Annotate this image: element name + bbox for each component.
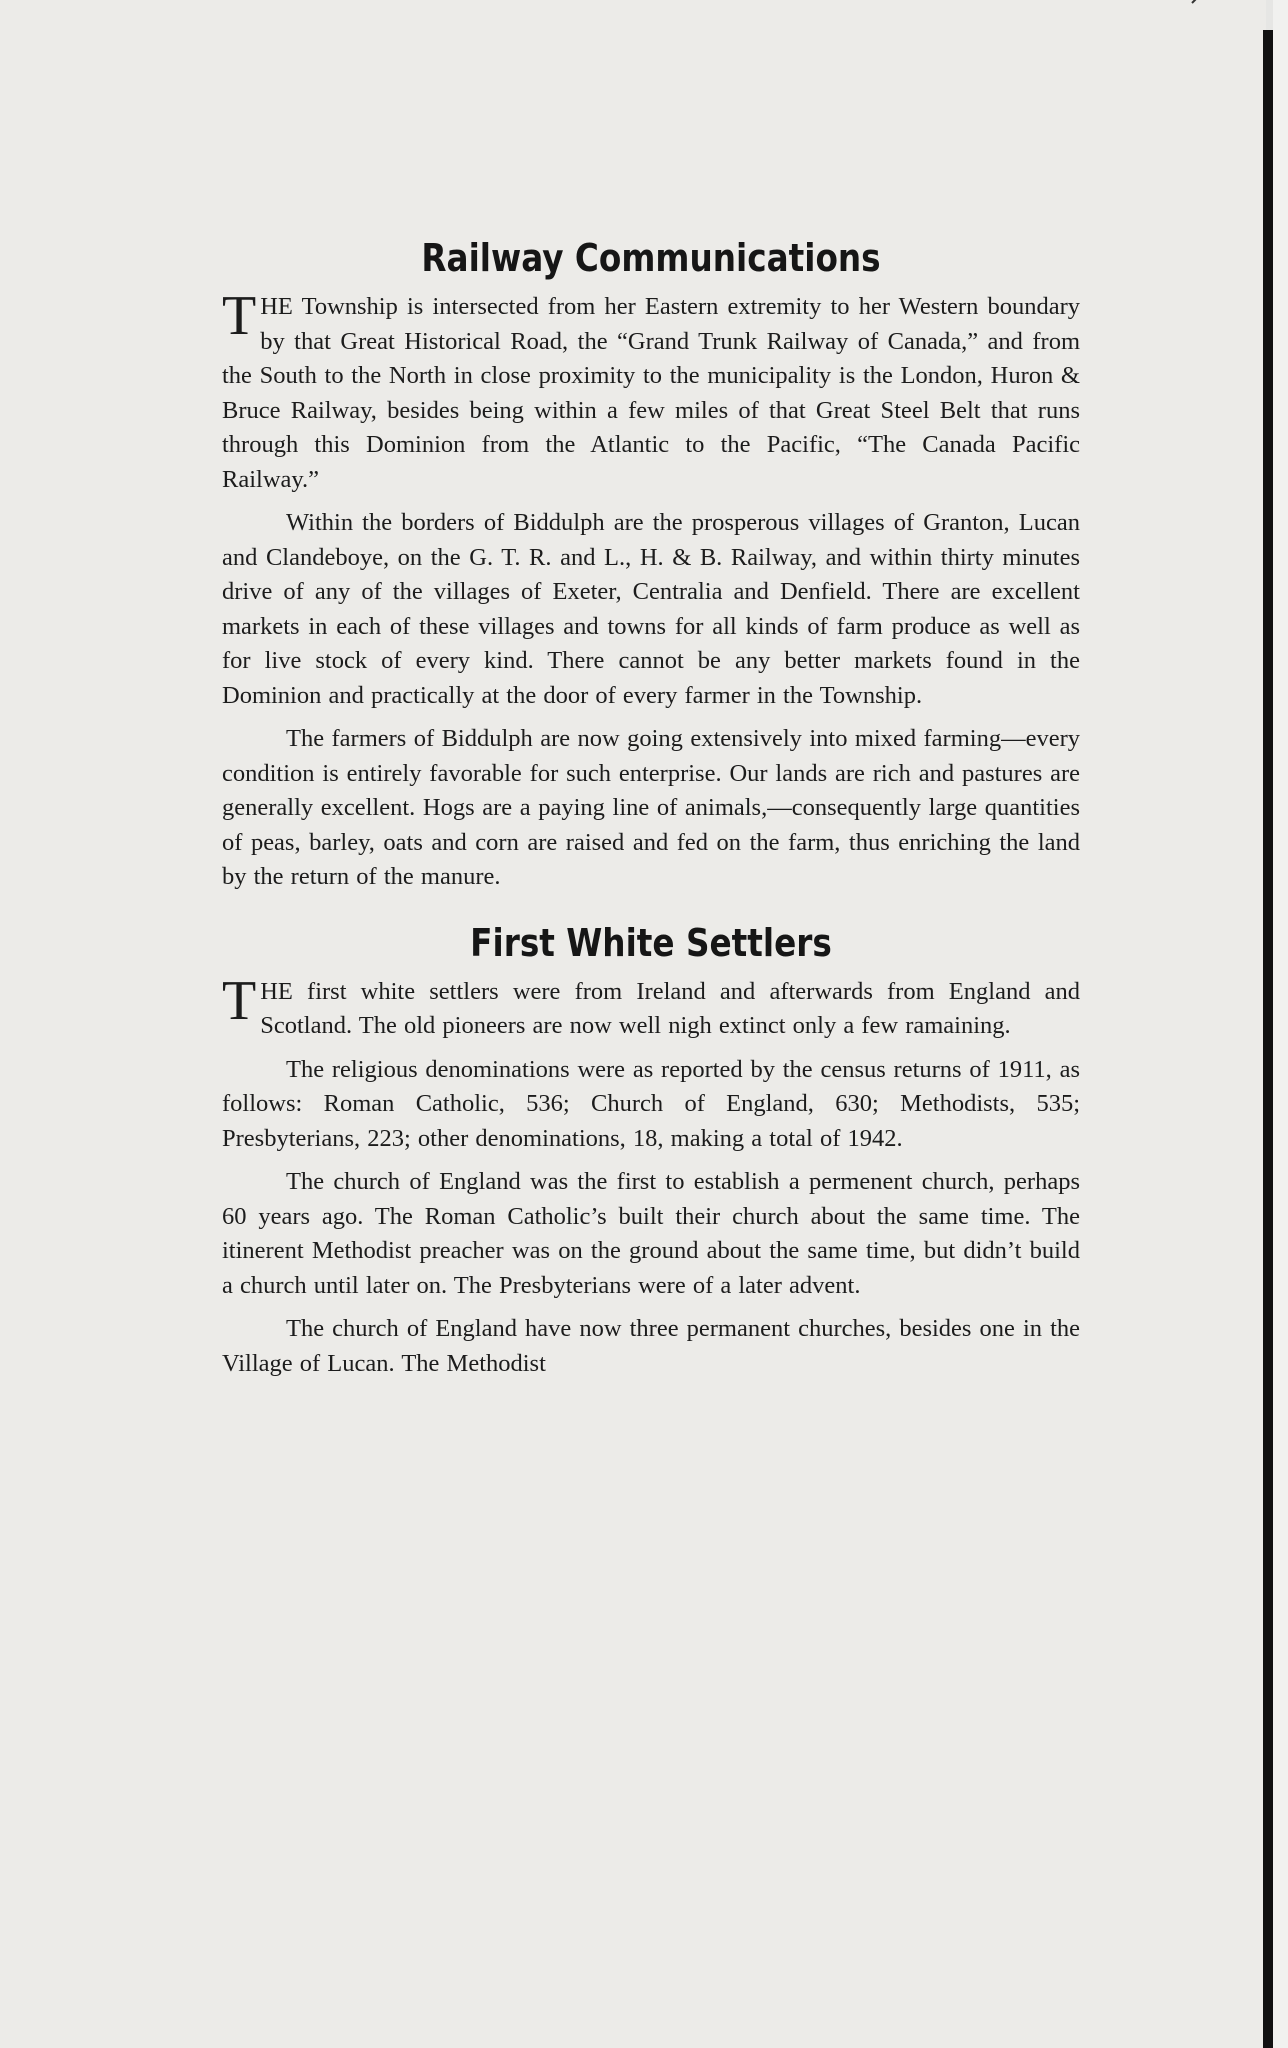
paragraph: THE Township is intersected from her Eastern extremity to her Western boundary by that Great Historical Road, the “Grand Trunk Railway of Canada,” and from the South to the North in close proximity to the municipality is the London, Huron & Bruce Railway, besides being within a few miles of that Great Steel Belt that runs through this Dominion from the Atlantic to the Pacific, “The Canada Pacific Railway.” bbox=[222, 285, 1080, 493]
paragraph: The religious denominations were as reported by the census returns of 1911, as follows: Roman Catholic, 536; Church of England, 630; Methodists, 535; Presbyterians, 223; other denominations, 18, making a total of 1942. bbox=[222, 1055, 1080, 1152]
paragraph: Within the borders of Biddulph are the prosperous villages of Granton, Lucan and Clandeboye, on the G. T. R. and L., H. & B. Railway, and within thirty minutes drive of any of the villages of Exeter, Centralia and Denfield. There are excellent markets in each of these villages and towns for all kinds of farm produce as well as for live stock of every kind. There cannot be any better markets found in the Dominion and practically at the door of every farmer in the Township. bbox=[222, 509, 1080, 709]
section-railway-communications bbox=[222, 236, 1080, 895]
section-heading: First White Settlers bbox=[470, 920, 832, 965]
paragraph: THE first white settlers were from Ireland and afterwards from England and Scotland. The old pioneers are now well nigh extinct only a few ramaining. bbox=[222, 969, 1080, 1039]
page-content bbox=[222, 236, 1080, 1390]
page-spine-shadow bbox=[1263, 30, 1273, 2048]
section-heading: Railway Communications bbox=[421, 236, 881, 280]
section-first-white-settlers bbox=[222, 921, 1080, 1382]
paragraph: The church of England have now three permanent churches, besides one in the Village of Lucan. The Methodist bbox=[222, 1315, 1080, 1377]
adjacent-page-edge bbox=[1273, 0, 1288, 2048]
paragraph: The farmers of Biddulph are now going extensively into mixed farming—every condition is entirely favorable for such enterprise. Our lands are rich and pastures are generally excellent. Hogs are a paying line of animals,—consequently large quantities of peas, barley, oats and corn are raised and fed on the farm, thus enriching the land by the return of the manure. bbox=[222, 725, 1080, 890]
paragraph: The church of England was the first to establish a permenent church, perhaps 60 years ago. The Roman Catholic’s built their church about the same time. The itinerent Methodist preacher was on the ground about the same time, but didn’t build a church until later on. The Presbyterians were of a later advent. bbox=[222, 1168, 1080, 1299]
